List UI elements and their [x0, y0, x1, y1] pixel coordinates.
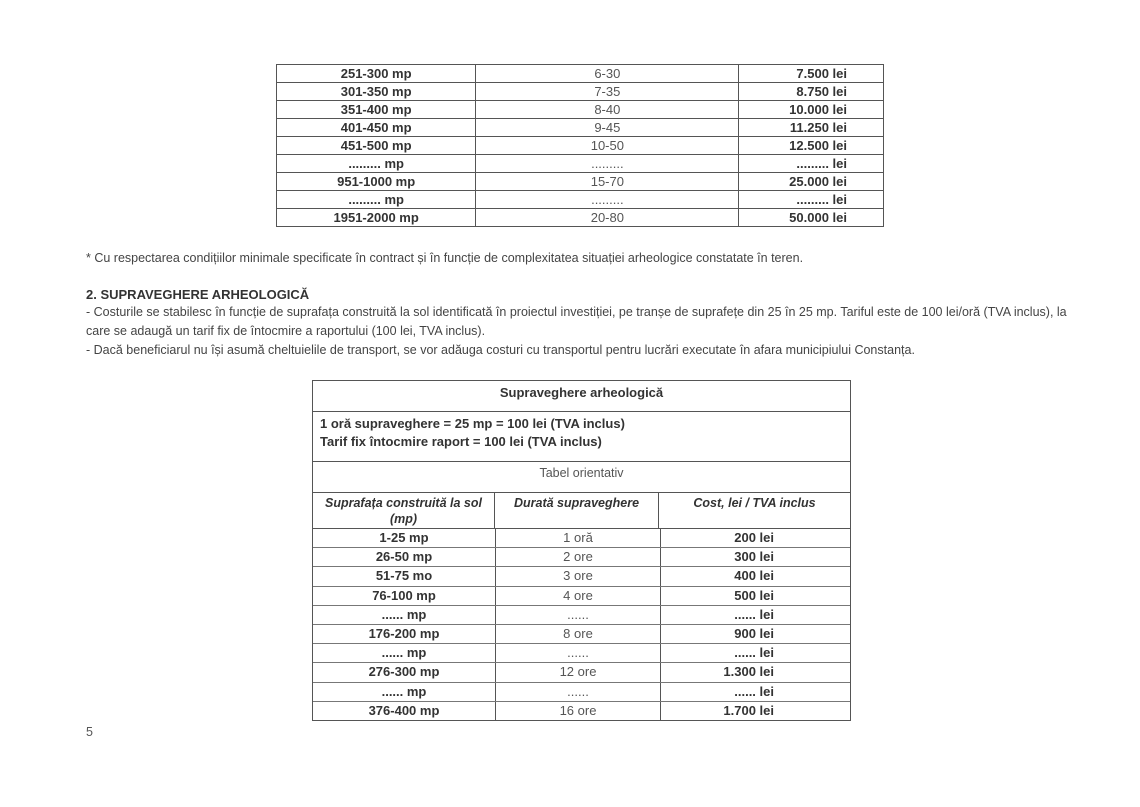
table-row: 1951-2000 mp 20-80 50.000 lei — [277, 209, 884, 227]
info-line: 1 oră supraveghere = 25 mp = 100 lei (TVA inclus) — [320, 416, 625, 431]
price-table — [276, 64, 884, 227]
paragraph-costs: - Costurile se stabilesc în funcție de suprafața construită la sol identificată în proiectul investiției, pe tranșe de suprafețe din 25 în 25 mp. Tariful este de 100 lei/oră (TVA inclus), la care se adaugă un tarif fix de întocmire a raportului (100 lei, TVA inclus). — [86, 305, 1067, 338]
table-title: Supraveghere arheologică — [313, 381, 850, 412]
column-header-area: Suprafața construită la sol (mp) — [313, 493, 495, 528]
column-header-duration: Durată supraveghere — [495, 493, 659, 528]
section-heading: 2. SUPRAVEGHERE ARHEOLOGICĂ — [86, 287, 310, 302]
table-row: ...... mp ...... ...... lei — [313, 683, 850, 702]
table-row: 301-350 mp 7-35 8.750 lei — [277, 83, 884, 101]
table-row: 26-50 mp 2 ore 300 lei — [313, 548, 850, 567]
table-row: ......... mp ......... ......... lei — [277, 155, 884, 173]
table-row: 76-100 mp 4 ore 500 lei — [313, 587, 850, 606]
table-row: 351-400 mp 8-40 10.000 lei — [277, 101, 884, 119]
table-row: 276-300 mp 12 ore 1.300 lei — [313, 663, 850, 682]
table-row: 451-500 mp 10-50 12.500 lei — [277, 137, 884, 155]
table-row: ......... mp ......... ......... lei — [277, 191, 884, 209]
table-row: 1-25 mp 1 oră 200 lei — [313, 529, 850, 548]
table-row: 376-400 mp 16 ore 1.700 lei — [313, 702, 850, 720]
table-info — [313, 412, 850, 462]
table-row: 251-300 mp 6-30 7.500 lei — [277, 65, 884, 83]
paragraph-transport: - Dacă beneficiarul nu își asumă cheltuielile de transport, se vor adăuga costuri cu transportul pentru lucrări executate în afara municipiului Constanța. — [86, 343, 915, 357]
table-row: 176-200 mp 8 ore 900 lei — [313, 625, 850, 644]
table-row: 401-450 mp 9-45 11.250 lei — [277, 119, 884, 137]
info-line: Tarif fix întocmire raport = 100 lei (TVA inclus) — [320, 434, 602, 449]
table-row: ...... mp ...... ...... lei — [313, 606, 850, 625]
table-header — [313, 493, 850, 529]
table-row: 951-1000 mp 15-70 25.000 lei — [277, 173, 884, 191]
table-row: 51-75 mo 3 ore 400 lei — [313, 567, 850, 586]
supervision-table — [312, 380, 851, 721]
footnote: * Cu respectarea condițiilor minimale specificate în contract și în funcție de complexitatea situației arheologice constatate în teren. — [86, 251, 804, 265]
table-subtitle: Tabel orientativ — [313, 462, 850, 493]
table-row: ...... mp ...... ...... lei — [313, 644, 850, 663]
column-header-cost: Cost, lei / TVA inclus — [693, 496, 816, 510]
page-number: 5 — [86, 725, 93, 739]
